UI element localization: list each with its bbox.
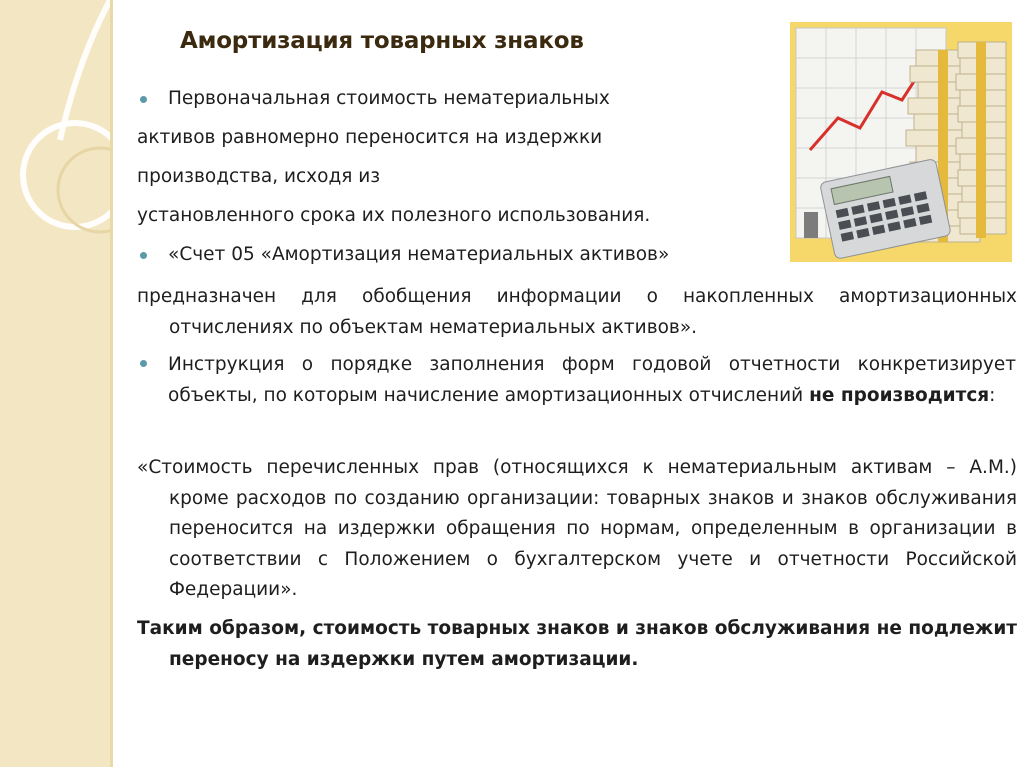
bullet1-line4: установленного срока их полезного использования. (137, 205, 651, 226)
quote-text: «Стоимость перечисленных прав (относящихся к нематериальным активам – А.М.) кроме расходов по созданию организации: товарных знаков и знаков обслуживания переносится на издержки обращения по нормам, определенным в организации в соответствии с Положением о бухгалтерском учете и отчетности Российской Федерации». (137, 457, 1017, 600)
decorative-circles-icon (0, 0, 110, 767)
bullet-marker (140, 252, 147, 259)
bullet3-text: Инструкция о порядке заполнения форм годовой отчетности конкретизирует объекты, по которым начисление амортизационных отчислений (168, 354, 1016, 406)
bullet1-line1: Первоначальная стоимость нематериальных (168, 88, 610, 109)
bullet3-tail: : (989, 384, 996, 406)
bullet2-continuation (137, 282, 1017, 343)
money-calculator-illustration (790, 22, 1012, 262)
bullet3-emphasis: не производится (809, 384, 990, 406)
band-edge (110, 0, 113, 767)
conclusion-text: Таким образом, стоимость товарных знаков и знаков обслуживания не подлежит переносу на издержки путем амортизации. (137, 618, 1017, 670)
decorative-side-band (0, 0, 110, 767)
bullet1-line3: производства, исходя из (137, 166, 381, 187)
bullet1-line2: активов равномерно переносится на издержки (137, 127, 603, 148)
conclusion-paragraph (137, 614, 1017, 675)
slide-title: Амортизация товарных знаков (180, 28, 584, 54)
bullet-marker (140, 360, 147, 367)
quote-paragraph (137, 453, 1017, 606)
bullet2-continuation-text: предназначен для обобщения информации о накопленных амортизационных отчислениях по объектам нематериальных активов». (137, 286, 1017, 338)
bullet-marker (140, 96, 147, 103)
bullet2-line1: «Счет 05 «Амортизация нематериальных активов» (168, 244, 670, 265)
bullet3-paragraph (168, 350, 1016, 411)
